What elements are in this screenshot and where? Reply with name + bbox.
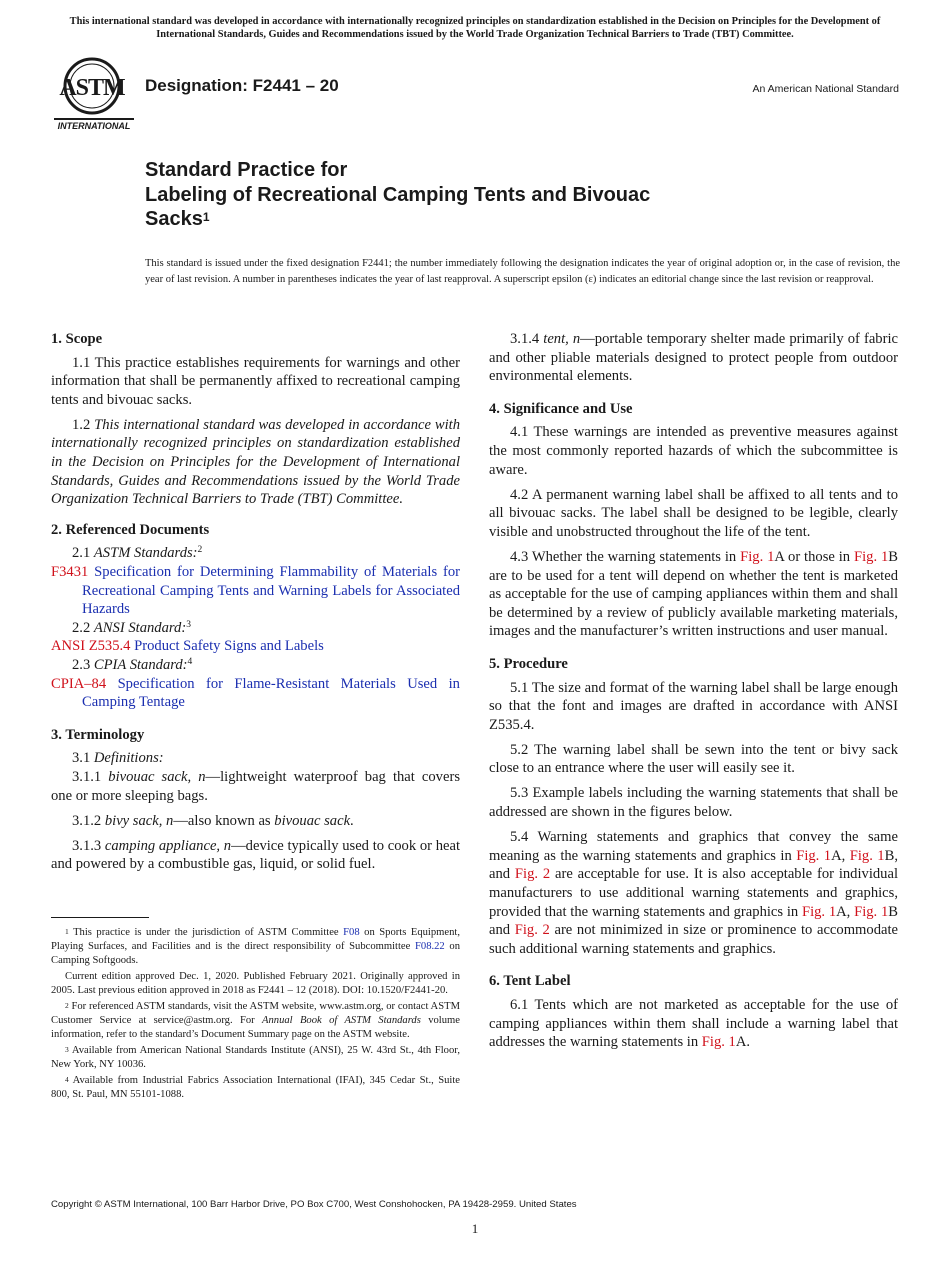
paragraph-number: 3.1.2	[72, 812, 105, 829]
designation: Designation: F2441 – 20	[145, 76, 339, 95]
paragraph-text: B are to be used for a tent will depend on whether the tent is marketed as acceptable for the use of camping appliances within them and shall be determined by a review of publicly available marketing materials, images and the manufacturer’s written instructions and user manual.	[489, 548, 899, 640]
footnote-text: Available from American National Standards Institute (ANSI), 25 W. 43rd St., 4th Floor, New York, NY 10036.	[51, 1045, 460, 1070]
footnote-mark: 3	[186, 619, 191, 630]
section-heading-scope: 1. Scope	[51, 331, 103, 347]
left-column	[51, 330, 460, 880]
term-reference: bivouac sack	[274, 812, 351, 829]
fig-2-link[interactable]: Fig. 2	[514, 866, 551, 883]
top-notice: This international standard was developed in accordance with internationally recognized principles on standardization established in the Decision on Principles for the Development of International Standards, Guides and Recommendations issued by the World Trade Organization Technical Barriers to Trade (TBT) Committee.	[69, 16, 881, 40]
american-national-standard: An American National Standard	[752, 83, 899, 95]
footnote-4	[51, 1074, 460, 1102]
paragraph-5-1: 5.1 The size and format of the warning label shall be large enough so that the font and images are drafted in accordance with ANSI Z535.4.	[489, 679, 898, 733]
paragraph-text: B, and	[489, 847, 898, 883]
paragraph-5-2: 5.2 The warning label shall be sewn into the tent or bivy sack close to an entrance where the user will easily see it.	[489, 741, 898, 777]
fig-2-link[interactable]: Fig. 2	[514, 922, 550, 939]
footnote-mark: 3	[65, 1045, 69, 1054]
definition-tent	[489, 330, 898, 386]
copyright: Copyright © ASTM International, 100 Barr Harbor Drive, PO Box C700, West Conshohocken, PA 19428-2959. United States	[51, 1199, 577, 1210]
page-title	[145, 158, 845, 232]
label: ANSI Standard:	[93, 619, 187, 636]
term: bivouac sack, n	[108, 768, 206, 785]
footnote-1-edition: Current edition approved Dec. 1, 2020. Published February 2021. Originally approved in 2005. Last previous edition approved in 2018 as F2441 – 12 (2018). DOI: 10.1520/F2441-20.	[51, 971, 460, 996]
reference-title-link[interactable]: Specification for Flame-Resistant Materials Used in Camping Tentage	[82, 675, 460, 711]
footnote-mark: 1	[65, 927, 69, 936]
fig-1-link[interactable]: Fig. 1	[853, 548, 889, 565]
paragraph-number: 3.1	[72, 750, 94, 767]
footnote-text: For referenced ASTM standards, visit the ASTM website, www.astm.org, or contact ASTM Customer Service at service@astm.org. For	[51, 1001, 460, 1026]
paragraph-text: A.	[735, 1034, 751, 1051]
reference-cpia-84[interactable]	[51, 675, 460, 712]
footnote-divider	[51, 917, 149, 918]
paragraph-text: 5.4 Warning statements and graphics that convey the same meaning as the warning statements and graphics in	[489, 829, 898, 864]
punctuation: .	[350, 812, 354, 829]
definition-bivouac-sack	[51, 768, 460, 805]
paragraph-number: 3.1.1	[72, 768, 109, 785]
footnotes	[51, 926, 460, 1104]
title-line-3: Sacks	[145, 208, 203, 230]
reference-code-link[interactable]: CPIA–84	[51, 675, 107, 692]
section-heading-tent-label: 6. Tent Label	[489, 973, 571, 990]
paragraph-text: This international standard was developed in accordance with internationally recognized principles on standardization established in the Decision on Principles for the Development of International Standards, Guides and Recommendations issued by the World Trade Organization Technical Barriers to Trade (TBT) Committee.	[51, 416, 461, 508]
section-heading-procedure: 5. Procedure	[489, 655, 568, 672]
reference-code-link[interactable]: ANSI Z535.4	[51, 638, 131, 655]
label: Definitions:	[93, 750, 164, 767]
astm-logo	[52, 56, 136, 132]
paragraph-5-3: 5.3 Example labels including the warning statements that shall be addressed are shown in the figures below.	[489, 785, 898, 821]
footnote-text: volume information, refer to the standard’s Document Summary page on the ASTM website.	[51, 1015, 460, 1040]
footnote-mark: 2	[197, 545, 203, 556]
paragraph-4-1: 4.1 These warnings are intended as preventive measures against the most commonly reported hazards of which the subcommittee is aware.	[489, 424, 898, 478]
fig-1-link[interactable]: Fig. 1	[849, 847, 885, 864]
fig-1-link[interactable]: Fig. 1	[701, 1034, 736, 1051]
fig-1-link[interactable]: Fig. 1	[801, 903, 837, 920]
footnote-2	[51, 1000, 460, 1042]
section-heading-terminology: 3. Terminology	[51, 726, 145, 743]
reference-title-link[interactable]: Product Safety Signs and Labels	[134, 638, 324, 655]
definition-camping-appliance	[51, 837, 460, 874]
term: bivy sack, n	[104, 812, 174, 829]
paragraph-text: 6.1 Tents which are not marketed as acceptable for the use of camping appliances within them shall include a warning label that addresses the warning statements in	[489, 996, 898, 1051]
title-footnote-mark: 1	[202, 210, 210, 224]
label: ASTM Standards:	[93, 545, 198, 562]
footnote-text: This practice is under the jurisdiction of ASTM Committee	[68, 927, 344, 938]
term: tent, n	[543, 331, 581, 347]
reference-f3431[interactable]	[51, 563, 460, 619]
footnote-mark: 2	[65, 1001, 69, 1010]
page-number: 1	[471, 1221, 479, 1236]
fig-1-link[interactable]: Fig. 1	[740, 548, 775, 565]
reference-code-link[interactable]: F3431	[51, 564, 89, 581]
section-heading-referenced-documents: 2. Referenced Documents	[51, 521, 210, 538]
paragraph-text: 4.3 Whether the warning statements in	[510, 548, 741, 565]
paragraph-6-1	[489, 996, 898, 1052]
footnote-text: Available from Industrial Fabrics Association International (IFAI), 345 Cedar St., Suite 800, St. Paul, MN 55101-1088.	[51, 1075, 460, 1100]
paragraph-4-3	[489, 548, 898, 641]
paragraph-1-2	[51, 416, 460, 509]
paragraph-text: are acceptable for use. It is also acceptable for individual manufacturers to use additional warning statements and graphics, provided that the warning statements and graphics in	[489, 866, 899, 920]
paragraph-text: A or those in	[774, 548, 854, 565]
right-column	[489, 330, 898, 1058]
definition: —portable temporary shelter made primarily of fabric and other pliable materials designed to protect people from outdoor environmental elements.	[489, 331, 898, 385]
paragraph-number: 1.2	[72, 416, 95, 433]
fig-1-link[interactable]: Fig. 1	[854, 903, 889, 920]
paragraph-number: 2.3	[72, 657, 94, 673]
footnote-text: on Sports Equipment, Playing Surfaces, and Facilities and is the direct responsibility of Subcommittee	[51, 927, 460, 952]
title-line-2: Labeling of Recreational Camping Tents and Bivouac	[145, 183, 651, 206]
title-line-1: Standard Practice for	[145, 159, 348, 181]
paragraph-text: A,	[831, 847, 850, 864]
label: CPIA Standard:	[93, 657, 188, 673]
logo-subtext: INTERNATIONAL	[57, 121, 131, 131]
ansi-standard-label	[51, 619, 460, 638]
preamble: This standard is issued under the fixed designation F2441; the number immediately following the designation indicates the year of original adoption or, in the case of revision, the year of last revision. A number in parentheses indicates the year of last reapproval. A superscript epsilon (ε) indicates an editorial change since the last revision or reapproval.	[145, 258, 900, 285]
definition: —device typically used to cook or heat and powered by a combustible gas, liquid, or solid fuel.	[51, 837, 460, 873]
astm-logo-graphic	[52, 56, 136, 132]
committee-f08-link[interactable]: F08	[343, 927, 360, 938]
reference-title-link[interactable]: Specification for Determining Flammability of Materials for Recreational Camping Tents and Warning Labels for Associated Hazards	[82, 564, 460, 618]
paragraph-4-2: 4.2 A permanent warning label shall be affixed to all tents and to all bivouac sacks. The label shall be designed to be legible, clearly visible and unobstructed throughout the life of the tent.	[489, 486, 898, 540]
term: camping appliance, n	[104, 837, 232, 854]
astm-standards-label	[51, 544, 460, 563]
paragraph-text: are not minimized in size or prominence to accommodate such additional warning statements and graphics.	[489, 922, 899, 957]
paragraph-number: 2.1	[72, 545, 94, 562]
subcommittee-f08-22-link[interactable]: F08.22	[415, 941, 445, 952]
logo-text: ASTM	[59, 75, 125, 101]
paragraph-text: A,	[836, 903, 855, 920]
paragraph-number: 3.1.3	[72, 837, 105, 854]
paragraph-1-1: 1.1 This practice establishes requirements for warnings and other information that shall be permanently affixed to recreational camping tents and bivouac sacks.	[51, 354, 460, 408]
definition-bivy-sack	[51, 812, 460, 831]
reference-ansi-z535-4[interactable]	[51, 637, 460, 656]
definition: —lightweight waterproof bag that covers one or more sleeping bags.	[51, 768, 460, 804]
fig-1-link[interactable]: Fig. 1	[796, 847, 832, 864]
footnote-1	[51, 926, 460, 968]
definitions-label	[51, 749, 460, 768]
paragraph-text: B and	[489, 903, 899, 939]
paragraph-number: 2.2	[72, 619, 94, 636]
paragraph-5-4	[489, 828, 898, 958]
footnote-text: on Camping Softgoods.	[51, 941, 460, 966]
cpia-standard-label	[51, 656, 460, 675]
footnote-3	[51, 1044, 460, 1072]
section-heading-significance: 4. Significance and Use	[489, 400, 633, 417]
definition: —also known as	[173, 812, 275, 829]
footnote-mark: 4	[65, 1075, 69, 1084]
paragraph-number: 3.1.4	[510, 331, 544, 347]
footnote-mark: 4	[187, 657, 193, 667]
footnote-italic: Annual Book of ASTM Standards	[262, 1015, 421, 1026]
